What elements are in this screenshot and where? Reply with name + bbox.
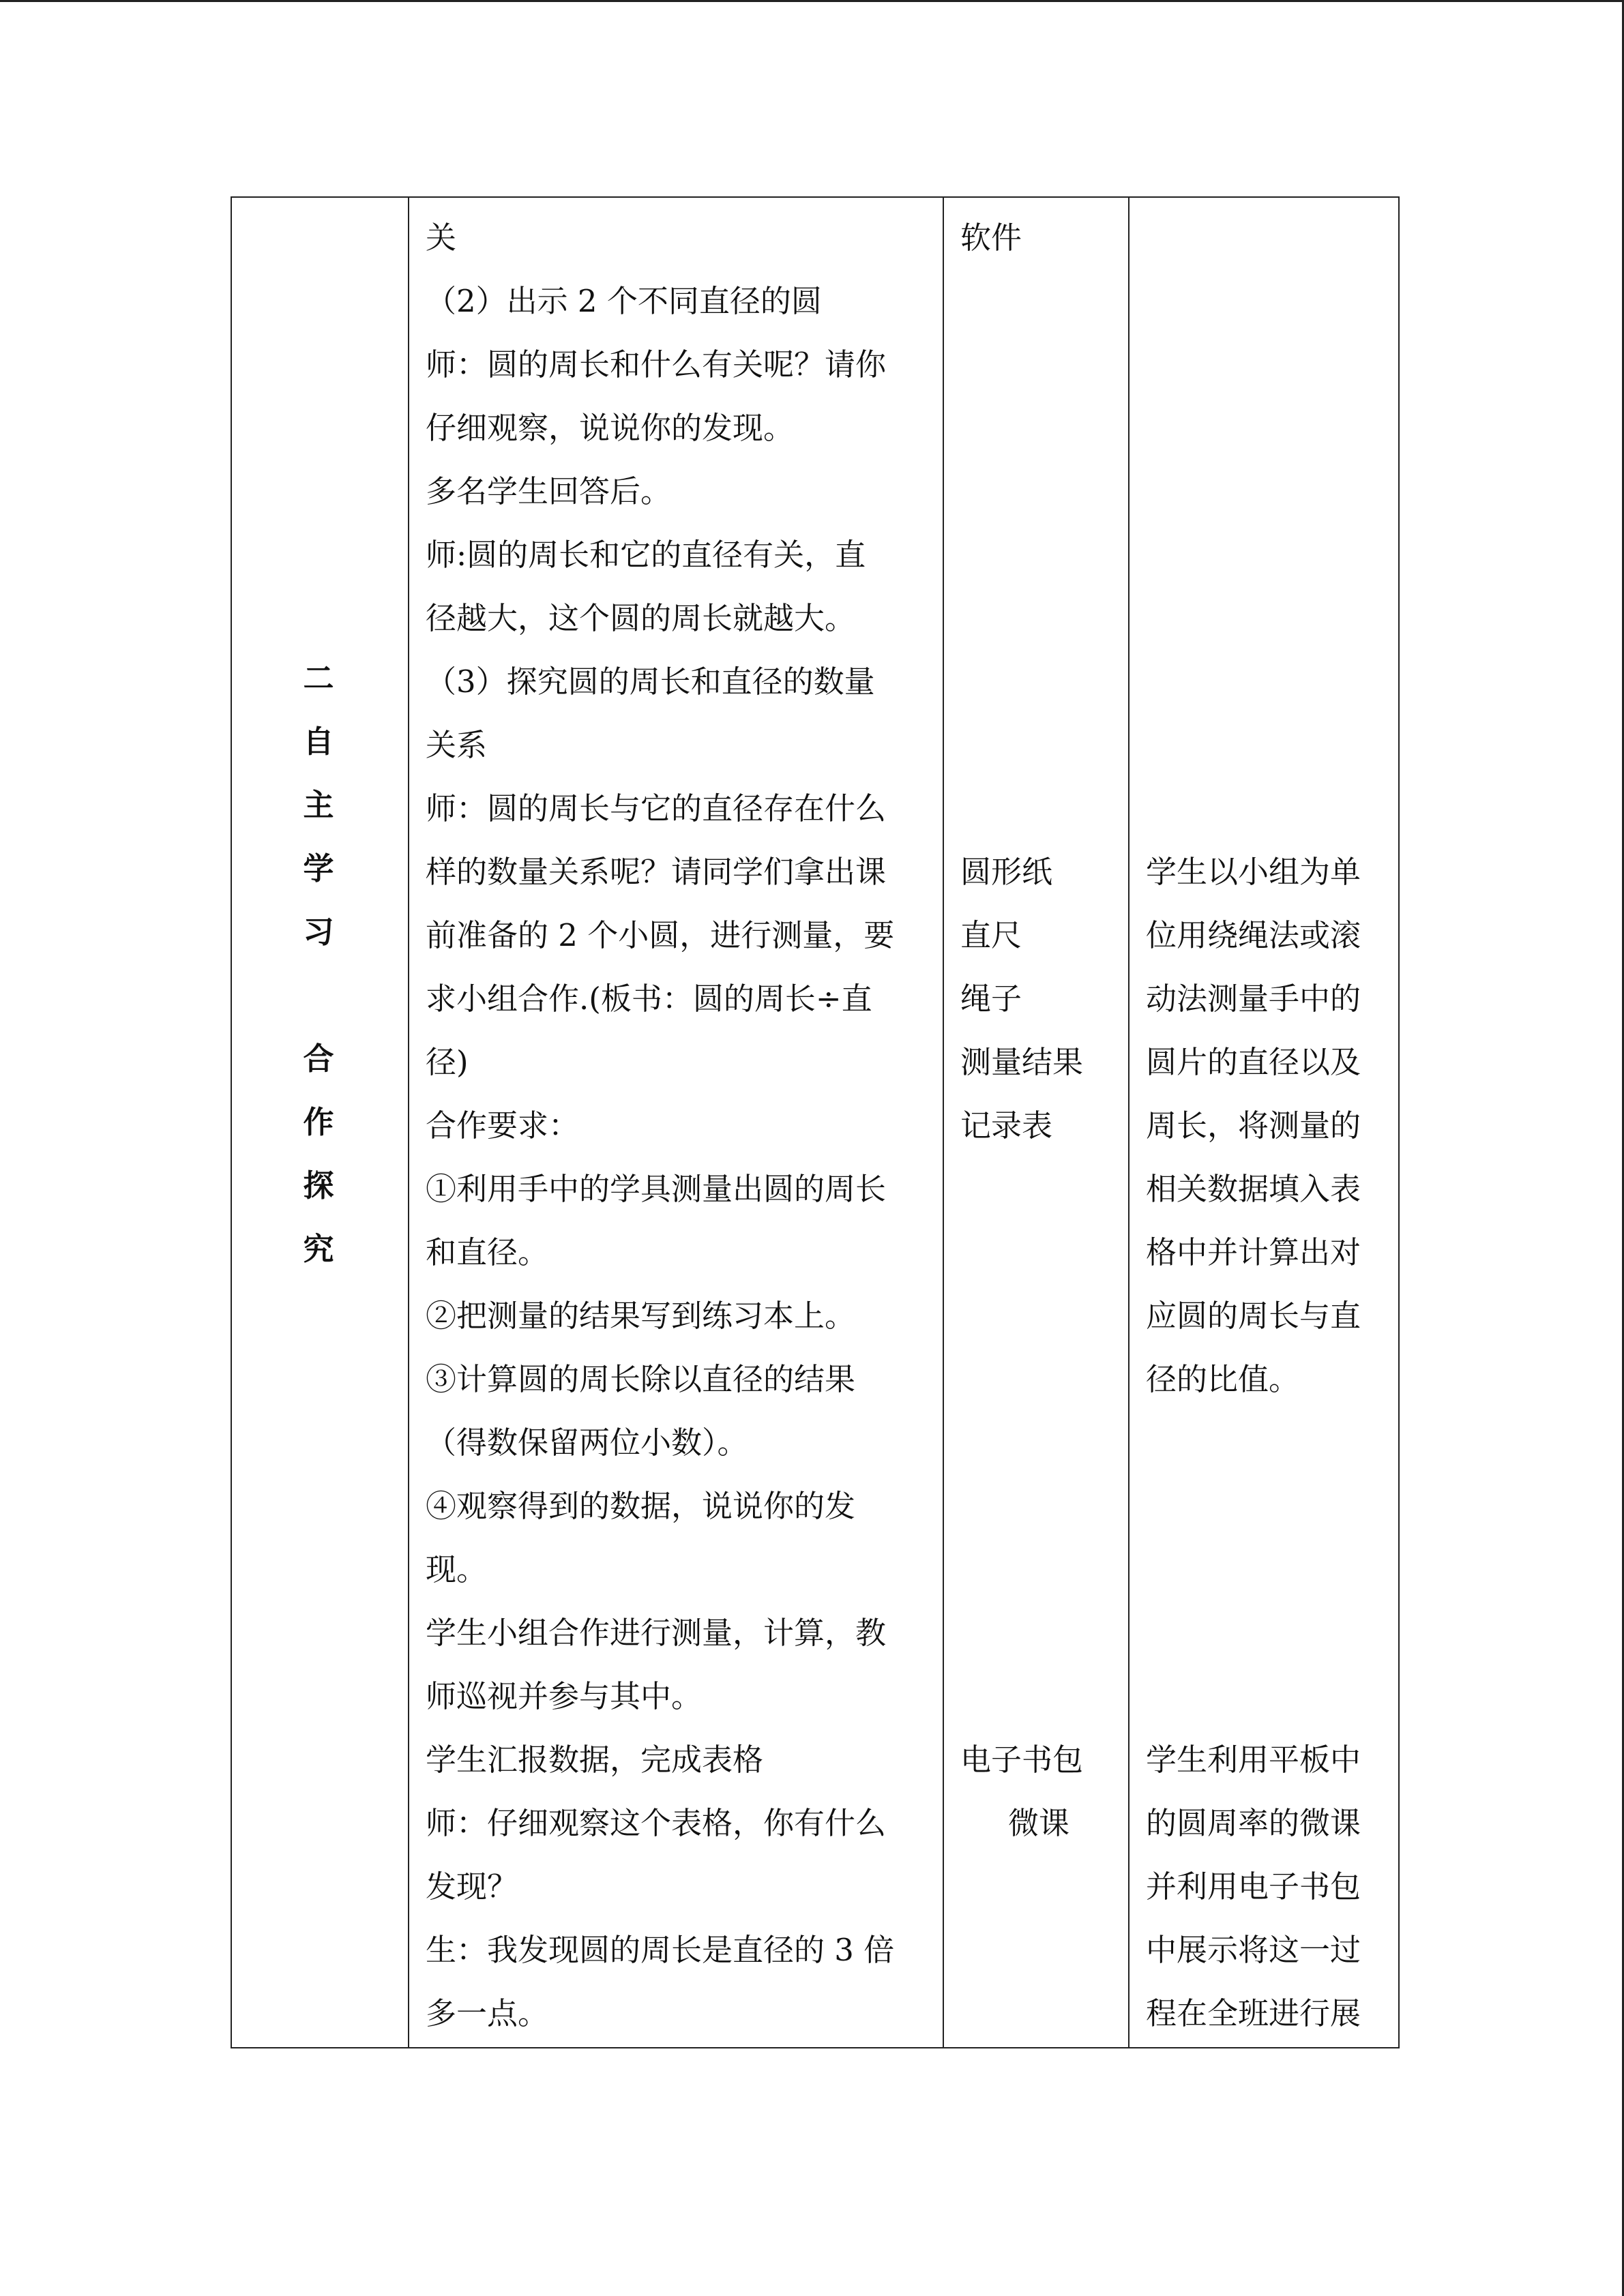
spacer — [960, 1221, 1128, 1284]
teaching-process-line: 关 — [426, 220, 457, 256]
teaching-process-line: ④观察得到的数据，说说你的发 — [426, 1488, 856, 1524]
resource-microlesson: 微课 — [1008, 1805, 1070, 1841]
teaching-process-line: 学生小组合作进行测量，计算，教 — [426, 1615, 887, 1651]
resource-ebook: 电子书包 — [960, 1742, 1084, 1778]
teaching-process-line: ③计算圆的周长除以直径的结果 — [426, 1361, 856, 1397]
section-label-char — [231, 964, 407, 1027]
group-activity-line: 动法测量手中的 — [1146, 981, 1361, 1017]
spacer — [960, 777, 1128, 840]
spacer — [1146, 1665, 1398, 1728]
teaching-process-line: 和直径。 — [426, 1234, 549, 1270]
spacer — [1146, 1411, 1398, 1474]
spacer — [960, 1538, 1128, 1601]
section-label-char: 作 — [303, 1104, 334, 1140]
teaching-process-line: 师巡视并参与其中。 — [426, 1678, 703, 1714]
teaching-process-line: （3）探究圆的周长和直径的数量 — [426, 664, 875, 700]
spacer — [960, 1665, 1128, 1728]
group-activity-line: 位用绕绳法或滚 — [1146, 917, 1361, 953]
resource-material: 绳子 — [960, 981, 1022, 1017]
section-label-char: 探 — [303, 1167, 334, 1204]
teaching-process-line: 师：仔细观察这个表格，你有什么 — [426, 1805, 887, 1841]
teaching-process-line: 现。 — [426, 1551, 488, 1587]
group-activity-line: 格中并计算出对 — [1146, 1234, 1361, 1270]
resources-cell — [943, 197, 1129, 2048]
section-label-char: 合 — [303, 1041, 334, 1077]
resource-material: 记录表 — [960, 1107, 1053, 1144]
teaching-process-line: （2）出示 2 个不同直径的圆 — [426, 283, 822, 319]
group-activity-line: 应圆的周长与直 — [1146, 1298, 1361, 1334]
spacer — [960, 1474, 1128, 1538]
spacer — [960, 586, 1128, 650]
teaching-process-line: 合作要求： — [426, 1107, 580, 1144]
teaching-process-line: 师:圆的周长和它的直径有关，直 — [426, 537, 866, 573]
teaching-process-lines — [409, 198, 943, 2045]
spacer — [1146, 333, 1398, 396]
resource-material: 圆形纸 — [960, 854, 1053, 890]
spacer — [1146, 1474, 1398, 1538]
teaching-process-line: 仔细观察，说说你的发现。 — [426, 410, 795, 446]
spacer — [960, 1411, 1128, 1474]
page-top-border — [0, 0, 1624, 2]
spacer — [1146, 269, 1398, 333]
spacer — [1146, 523, 1398, 586]
section-label-vertical — [231, 646, 407, 1281]
group-activity-line: 径的比值。 — [1146, 1361, 1300, 1397]
teaching-process-line: 多名学生回答后。 — [426, 473, 672, 509]
resources-lines — [944, 198, 1128, 1855]
teaching-process-line: 前准备的 2 个小圆，进行测量，要 — [426, 917, 895, 953]
spacer — [1146, 1601, 1398, 1665]
resource-material: 直尺 — [960, 917, 1022, 953]
teaching-process-line: 求小组合作.(板书：圆的周长÷直 — [426, 981, 872, 1017]
tablet-activity-line: 程在全班进行展 — [1146, 1995, 1361, 2031]
tablet-activity-line: 学生利用平板中 — [1146, 1742, 1361, 1778]
teaching-process-line: 关系 — [426, 727, 488, 763]
teaching-process-line: 多一点。 — [426, 1995, 549, 2031]
teaching-process-line: 师：圆的周长与它的直径存在什么 — [426, 790, 887, 826]
resource-material: 测量结果 — [960, 1044, 1084, 1080]
student-activity-lines — [1130, 198, 1398, 2045]
tablet-activity-line: 中展示将这一过 — [1146, 1932, 1361, 1968]
spacer — [960, 460, 1128, 523]
teaching-process-cell — [409, 197, 943, 2048]
spacer — [1146, 460, 1398, 523]
spacer — [960, 1284, 1128, 1347]
spacer — [960, 1157, 1128, 1221]
spacer — [960, 523, 1128, 586]
spacer — [1146, 206, 1398, 269]
student-activity-cell — [1129, 197, 1399, 2048]
teaching-process-line: 生：我发现圆的周长是直径的 3 倍 — [426, 1932, 895, 1968]
teaching-process-line: 样的数量关系呢？请同学们拿出课 — [426, 854, 887, 890]
teaching-process-line: 径) — [426, 1044, 469, 1080]
teaching-process-line: ②把测量的结果写到练习本上。 — [426, 1298, 856, 1334]
group-activity-line: 相关数据填入表 — [1146, 1171, 1361, 1207]
spacer — [960, 650, 1128, 713]
teaching-process-line: （得数保留两位小数）。 — [426, 1425, 748, 1461]
section-label-char: 究 — [303, 1231, 334, 1267]
spacer — [1146, 777, 1398, 840]
group-activity-line: 圆片的直径以及 — [1146, 1044, 1361, 1080]
teaching-process-line: 师：圆的周长和什么有关呢？请你 — [426, 346, 887, 383]
spacer — [1146, 396, 1398, 460]
group-activity-line: 学生以小组为单 — [1146, 854, 1361, 890]
spacer — [1146, 1538, 1398, 1601]
group-activity-line: 周长，将测量的 — [1146, 1107, 1361, 1144]
spacer — [1146, 650, 1398, 713]
teaching-process-line: 发现？ — [426, 1868, 518, 1905]
section-label-char: 二 — [303, 660, 334, 696]
tablet-activity-line: 的圆周率的微课 — [1146, 1805, 1361, 1841]
spacer — [960, 333, 1128, 396]
spacer — [960, 269, 1128, 333]
section-label-char: 习 — [303, 914, 334, 950]
spacer — [960, 713, 1128, 777]
spacer — [960, 396, 1128, 460]
tablet-activity-line: 并利用电子书包 — [1146, 1868, 1361, 1905]
teaching-process-line: ①利用手中的学具测量出圆的周长 — [426, 1171, 887, 1207]
teaching-process-line: 学生汇报数据，完成表格 — [426, 1742, 764, 1778]
spacer — [1146, 713, 1398, 777]
spacer — [1146, 586, 1398, 650]
spacer — [960, 1347, 1128, 1411]
section-label-char: 主 — [303, 787, 334, 823]
teaching-process-line: 径越大，这个圆的周长就越大。 — [426, 600, 856, 636]
section-label-char: 自 — [303, 724, 334, 760]
spacer — [960, 1601, 1128, 1665]
resource-software: 软件 — [960, 220, 1022, 256]
section-label-char: 学 — [303, 850, 334, 886]
